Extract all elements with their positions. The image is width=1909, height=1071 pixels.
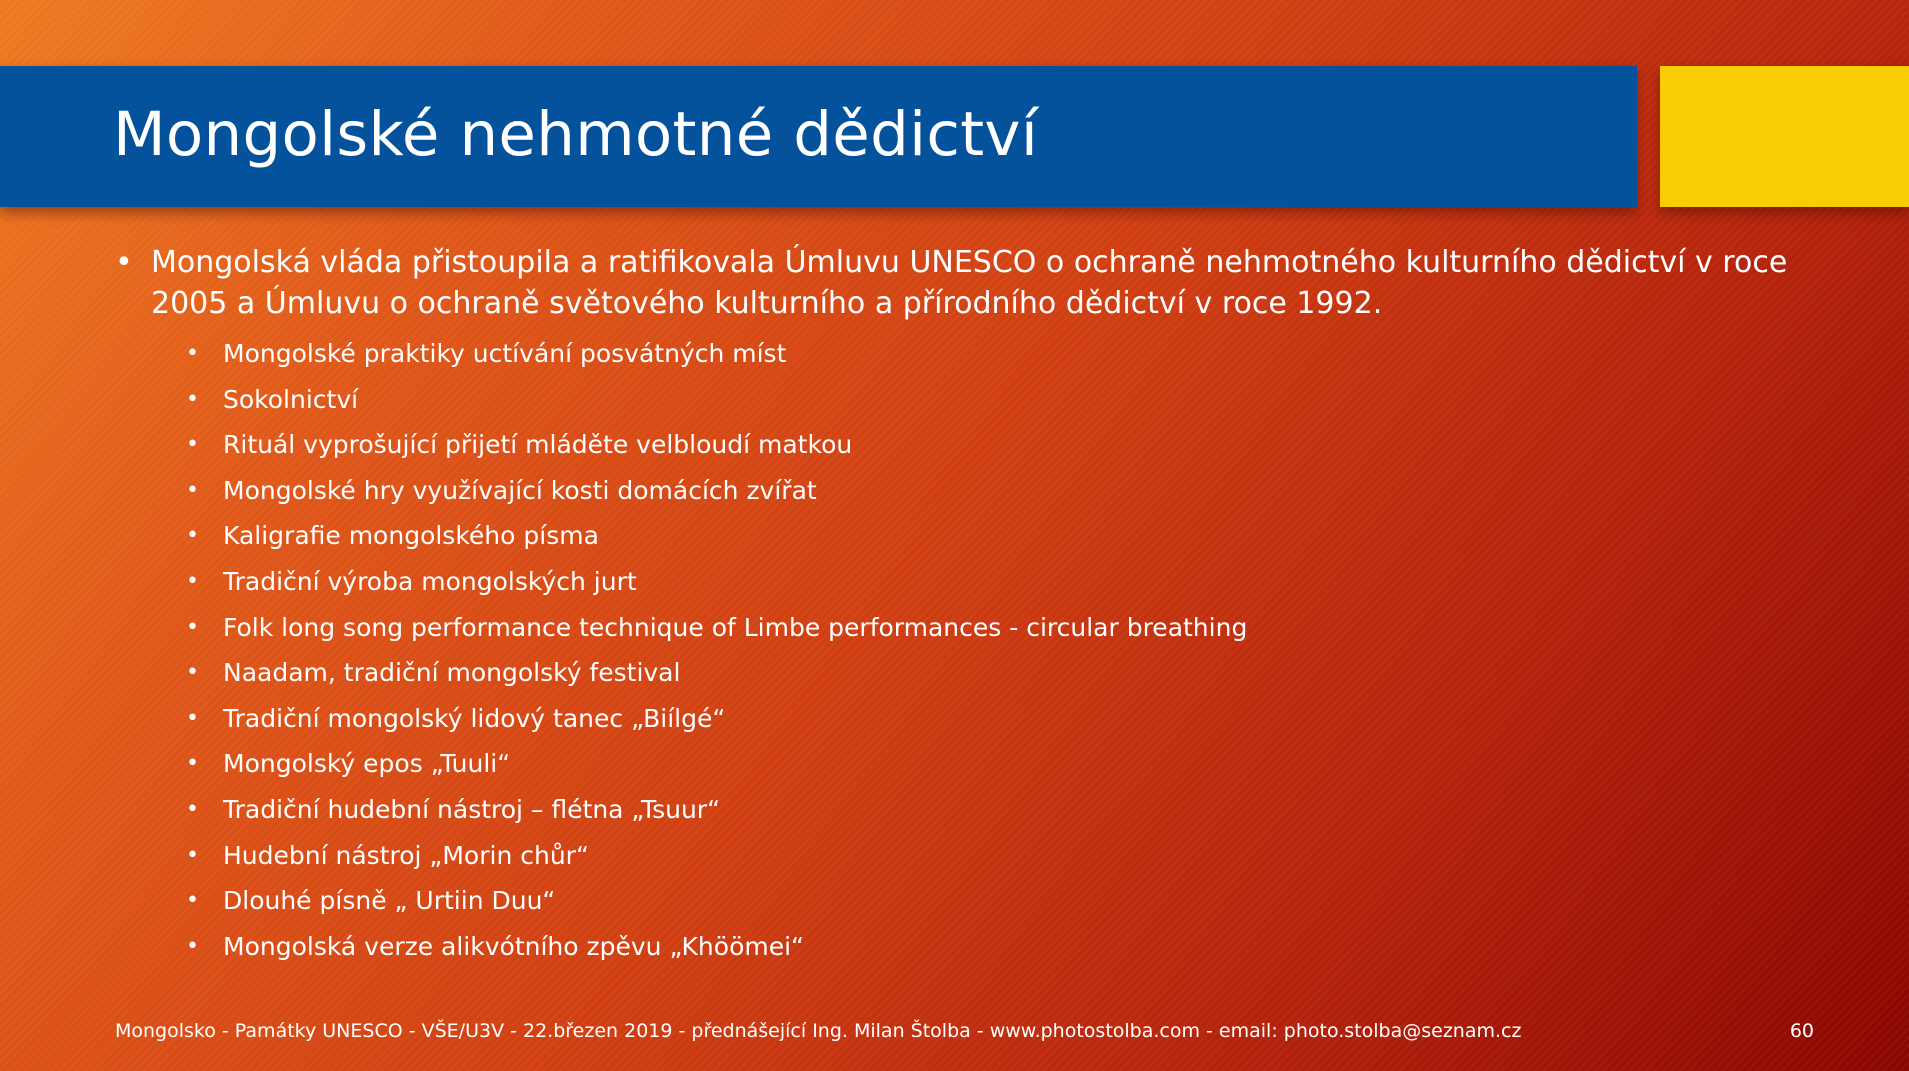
main-bullet: [113, 242, 1833, 324]
list-item-text: Tradiční výroba mongolských jurt: [223, 566, 637, 596]
bullet-marker: •: [186, 796, 199, 822]
list-item: [113, 696, 1833, 742]
bullet-marker: •: [186, 386, 199, 412]
bullet-marker: •: [186, 523, 199, 549]
list-item-text: Dlouhé písně „ Urtiin Duu“: [223, 886, 556, 916]
list-item-text: Rituál vyprošující přijetí mláděte velbloudí matkou: [223, 430, 853, 460]
list-item: [113, 833, 1833, 879]
list-item-text: Mongolská verze alikvótního zpěvu „Khöömei“: [223, 931, 804, 961]
list-item-text: Sokolnictví: [223, 384, 359, 414]
list-item: [113, 331, 1833, 377]
bullet-marker: •: [186, 568, 199, 594]
list-item: [113, 741, 1833, 787]
slide-content: [113, 242, 1833, 969]
list-item: [113, 650, 1833, 696]
main-bullet-text: Mongolská vláda přistoupila a ratifikovala Úmluvu UNESCO o ochraně nehmotného kulturního dědictví v roce 2005 a Úmluvu o ochraně světového kulturního a přírodního dědictví v roce 1992.: [151, 245, 1788, 321]
bullet-marker: •: [186, 477, 199, 503]
list-item-text: Tradiční mongolský lidový tanec „Biílgé“: [223, 703, 726, 733]
list-item-text: Naadam, tradiční mongolský festival: [223, 658, 681, 688]
list-item-text: Hudební nástroj „Morin chůr“: [223, 840, 589, 870]
accent-block: [1660, 66, 1909, 207]
list-item: [113, 422, 1833, 468]
bullet-marker: •: [186, 660, 199, 686]
bullet-marker: •: [186, 888, 199, 914]
list-item-text: Mongolský epos „Tuuli“: [223, 749, 511, 779]
bullet-marker: •: [186, 341, 199, 366]
list-item-text: Tradiční hudební nástroj – flétna „Tsuur“: [223, 794, 721, 824]
list-item: [113, 605, 1833, 651]
list-item: [113, 878, 1833, 924]
bullet-marker: •: [115, 245, 133, 280]
list-item: [113, 377, 1833, 423]
list-item-text: Kaligrafie mongolského písma: [223, 521, 599, 551]
bullet-marker: •: [186, 614, 199, 640]
bullet-marker: •: [186, 751, 199, 777]
slide-title: Mongolské nehmotné dědictví: [113, 99, 1039, 170]
page-number: 60: [1789, 1020, 1814, 1042]
list-item: [113, 559, 1833, 605]
list-item-text: Mongolské hry využívající kosti domácích zvířat: [223, 475, 817, 505]
list-item-text: Mongolské praktiky uctívání posvátných míst: [223, 339, 787, 368]
bullet-marker: •: [186, 842, 199, 868]
list-item: [113, 468, 1833, 514]
bullet-marker: •: [186, 432, 199, 458]
slide-footer: Mongolsko - Památky UNESCO - VŠE/U3V - 22.březen 2019 - přednášející Ing. Milan Štolba - www.photostolba.com - email: photo.stolba@seznam.cz: [115, 1020, 1522, 1042]
list-item: [113, 924, 1833, 970]
list-item: [113, 787, 1833, 833]
list-item: [113, 513, 1833, 559]
bullet-marker: •: [186, 705, 199, 731]
list-item-text: Folk long song performance technique of Limbe performances - circular breathing: [223, 612, 1248, 642]
sub-bullet-list: [113, 331, 1833, 969]
bullet-marker: •: [186, 933, 199, 959]
